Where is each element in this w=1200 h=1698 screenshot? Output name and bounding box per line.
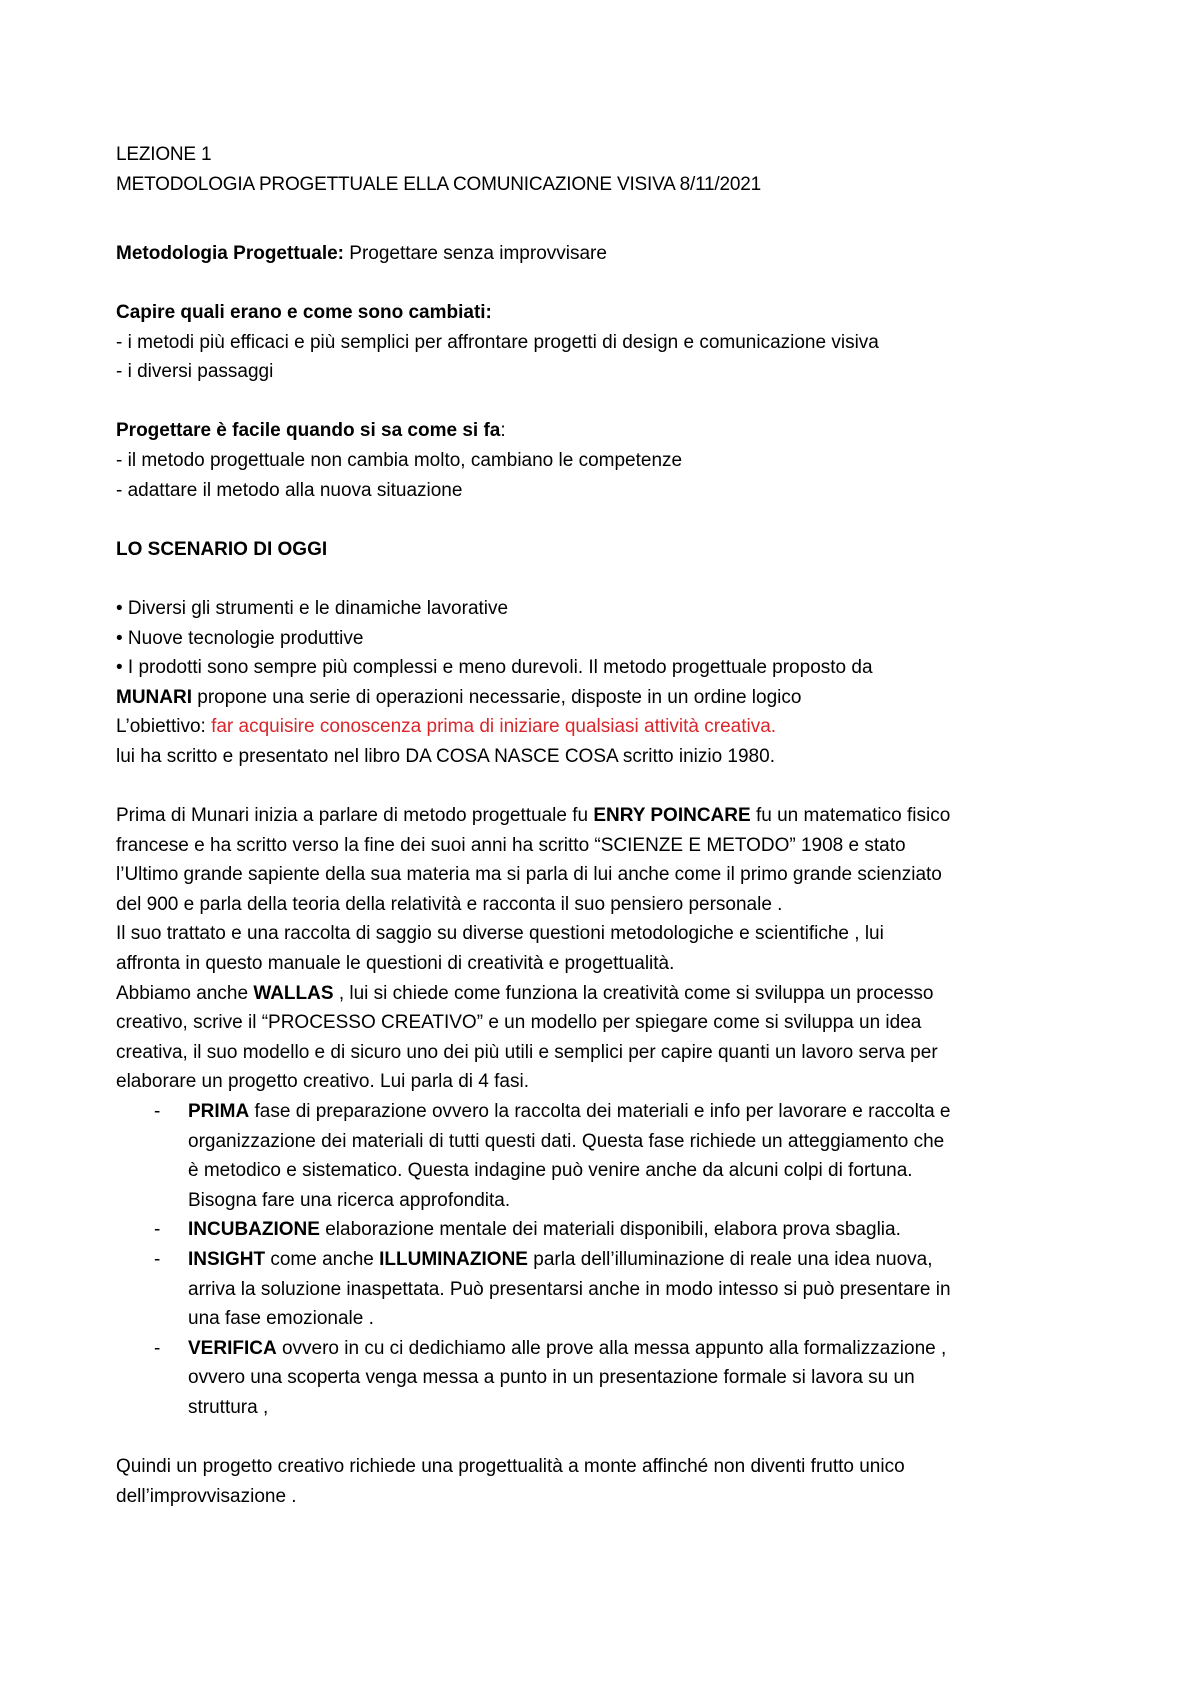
phase-name: INCUBAZIONE [188,1219,320,1241]
intro-line [116,239,1116,269]
phase-name: PRIMA [188,1101,250,1122]
munari-name: MUNARI [116,686,192,708]
wallas-text: , lui si chiede come funziona la creatività come si sviluppa un processo [333,982,934,1004]
phase-text: fase di preparazione ovvero la raccolta dei materiali e info per lavorare e raccolta e [249,1101,951,1122]
poincare-line: creativo, scrive il “PROCESSO CREATIVO” e un modello per spiegare come si sviluppa un idea [116,1012,922,1034]
phase-text: elaborazione mentale dei materiali disponibili, elabora prova sbaglia. [319,1219,901,1241]
scenario-bullet: • Nuove tecnologie produttive [116,627,364,649]
list-dash: - [154,1219,161,1241]
scenario-bullet: • Diversi gli strumenti e le dinamiche lavorative [116,597,509,619]
lesson-title: LEZIONE 1 [116,144,212,165]
phase-line [188,1245,1116,1275]
phase-item-prima [116,1097,1116,1215]
poincare-text: fu un matematico fisico [750,805,951,827]
poincare-line: affronta in questo manuale le questioni di creatività e progettualità. [116,953,675,975]
list-dash: - [154,1248,161,1270]
objective-line [116,712,1116,742]
poincare-text: Prima di Munari inizia a parlare di metodo progettuale fu [116,805,594,827]
poincare-line: Il suo trattato e una raccolta di saggio su diverse questioni metodologiche e scientifiche , lui [116,923,884,945]
phase-line: ovvero una scoperta venga messa a punto in un presentazione formale si lavora su un [188,1367,915,1389]
list-dash: - [154,1337,161,1359]
intro-text: Progettare senza improvvisare [344,242,607,264]
scenario-heading: LO SCENARIO DI OGGI [116,538,328,560]
section2-heading-tail: : [500,420,506,442]
phase-name: INSIGHT [188,1248,266,1270]
section2-item: - adattare il metodo alla nuova situazione [116,479,463,501]
phase-name: VERIFICA [188,1337,277,1359]
phase-line: una fase emozionale . [188,1308,374,1330]
book-line: lui ha scritto e presentato nel libro DA COSA NASCE COSA scritto inizio 1980. [116,745,775,767]
wallas-text: Abbiamo anche [116,982,254,1004]
scenario-bullet: • I prodotti sono sempre più complessi e meno durevoli. Il metodo progettuale proposto da [116,657,873,679]
munari-text: propone una serie di operazioni necessarie, disposte in un ordine logico [192,686,802,708]
phase-item-verifica [116,1334,1116,1423]
section1-heading: Capire quali erano e come sono cambiati: [116,301,492,323]
poincare-line: elaborare un progetto creativo. Lui parla di 4 fasi. [116,1071,529,1093]
poincare-name: ENRY POINCARE [593,805,751,827]
phase-line [188,1334,1116,1364]
section2-heading-bold: Progettare è facile quando si sa come si fa [116,420,501,442]
poincare-line: del 900 e parla della teoria della relatività e racconta il suo pensiero personale . [116,893,783,915]
phase-line: Bisogna fare una ricerca approfondita. [188,1189,511,1211]
phase-item-insight [116,1245,1116,1334]
munari-line [116,683,1116,713]
phase-text: come anche [265,1248,380,1270]
poincare-line [116,801,1116,831]
phase-text: parla dell’illuminazione di reale una idea nuova, [527,1248,933,1270]
poincare-line: l’Ultimo grande sapiente della sua materia ma si parla di lui anche come il primo grande scienziato [116,864,942,886]
phase-name: ILLUMINAZIONE [379,1248,528,1270]
phase-item-incubazione [116,1215,1116,1245]
phase-line: struttura , [188,1396,269,1418]
section2-item: - il metodo progettuale non cambia molto, cambiano le competenze [116,449,683,471]
phase-line [188,1097,1116,1127]
phase-line [188,1215,1116,1245]
poincare-line: creativa, il suo modello e di sicuro uno dei più utili e semplici per capire quanti un lavoro serva per [116,1041,938,1063]
document-page [116,140,1116,1511]
section2-heading [116,416,1116,446]
wallas-line [116,979,1116,1009]
objective-label: L’obiettivo: [116,716,212,738]
phase-line: è metodico e sistematico. Questa indagine può venire anche da alcuni colpi di fortuna. [188,1160,913,1182]
conclusion-line: dell’improvvisazione . [116,1485,297,1507]
section1-item: - i metodi più efficaci e più semplici per affrontare progetti di design e comunicazione visiva [116,331,879,353]
phase-line: organizzazione dei materiali di tutti questi dati. Questa fase richiede un atteggiamento che [188,1130,945,1152]
intro-label: Metodologia Progettuale: [116,242,344,264]
objective-highlight: far acquisire conoscenza prima di iniziare qualsiasi attività creativa. [211,716,777,738]
list-dash: - [154,1101,161,1122]
wallas-name: WALLAS [253,982,334,1004]
course-title: METODOLOGIA PROGETTUALE ELLA COMUNICAZIONE VISIVA 8/11/2021 [116,173,761,195]
phase-line: arriva la soluzione inaspettata. Può presentarsi anche in modo intesso si può presentare in [188,1278,951,1300]
phase-text: ovvero in cu ci dedichiamo alle prove alla messa appunto alla formalizzazione , [276,1337,947,1359]
section1-item: - i diversi passaggi [116,361,274,383]
phases-list [116,1097,1116,1423]
conclusion-line: Quindi un progetto creativo richiede una progettualità a monte affinché non diventi frutto unico [116,1456,905,1478]
poincare-line: francese e ha scritto verso la fine dei suoi anni ha scritto “SCIENZE E METODO” 1908 e stato [116,834,906,856]
